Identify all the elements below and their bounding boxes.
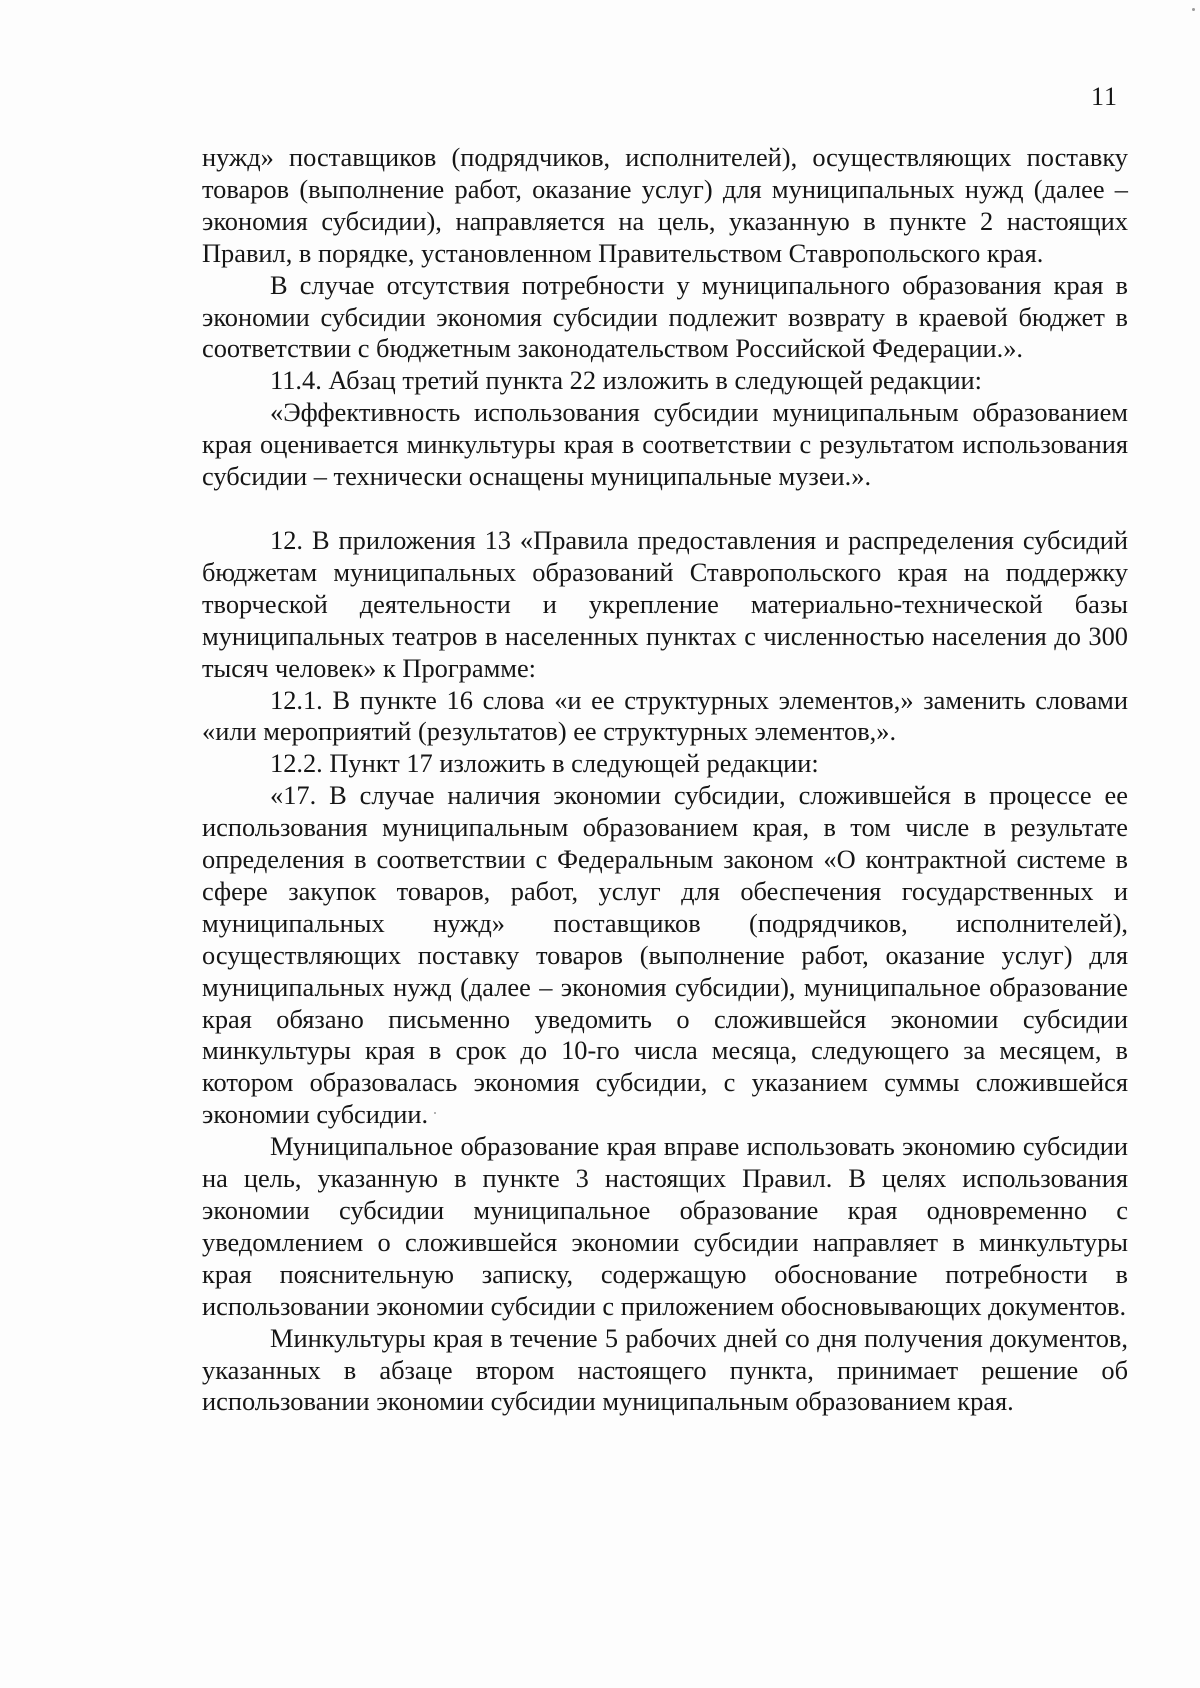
page-number: 11 [1090,82,1118,111]
scan-speck [1192,8,1195,11]
paragraph-item-11-4-quote: «Эффективность использования субсидии муниципальным образованием края оценивается минкультуры края в соответствии с результатом использования субсидии – технически оснащены муниципальные музеи.». [202,397,1128,492]
paragraph-decision: Минкультуры края в течение 5 рабочих дней со дня получения документов, указанных в абзаце втором настоящего пункта, принимает решение об использовании экономии субсидии муниципальным образованием края. [202,1322,1128,1417]
document-body [202,142,1128,1418]
paragraph-item-12-2-quote: «17. В случае наличия экономии субсидии, сложившейся в процессе ее использования муниципальным образованием края, в том числе в результате определения в соответствии с Федеральным законом «О контрактной системе в сфере закупок товаров, работ, услуг для обеспечения государственных и муниципальных нужд» поставщиков (подрядчиков, исполнителей), осуществляющих поставку товаров (выполнение работ, оказание услуг) для муниципальных нужд (далее – экономия субсидии), муниципальное образование края обязано письменно уведомить о сложившейся экономии субсидии минкультуры края в срок до 10-го числа месяца, следующего за месяцем, в котором образовалась экономия субсидии, с указанием суммы сложившейся экономии субсидии. [202,780,1128,1130]
paragraph-item-12: 12. В приложения 13 «Правила предоставления и распределения субсидий бюджетам муниципальных образований Ставропольского края на поддержку творческой деятельности и укрепление материально-технической базы муниципальных театров в населенных пунктах с численностью населения до 300 тысяч человек» к Программе: [202,524,1128,683]
paragraph-continuation: нужд» поставщиков (подрядчиков, исполнителей), осуществляющих поставку товаров (выполнение работ, оказание услуг) для муниципальных нужд (далее – экономия субсидии), направляется на цель, указанную в пункте 2 настоящих Правил, в порядке, установленном Правительством Ставропольского края. [202,142,1128,268]
paragraph-use-savings: Муниципальное образование края вправе использовать экономию субсидии на цель, указанную в пункте 3 настоящих Правил. В целях использования экономии субсидии муниципальное образование края одновременно с уведомлением о сложившейся экономии субсидии направляет в минкультуры края пояснительную записку, содержащую обоснование потребности в использовании экономии субсидии с приложением обосновывающих документов. [202,1131,1128,1321]
paragraph-item-12-1: 12.1. В пункте 16 слова «и ее структурных элементов,» заменить словами «или мероприятий (результатов) ее структурных элементов,». [202,684,1128,747]
paragraph-item-12-2: 12.2. Пункт 17 изложить в следующей редакции: [270,748,819,779]
scan-speck [434,1112,436,1114]
paragraph-item-11-4: 11.4. Абзац третий пункта 22 изложить в следующей редакции: [270,365,983,396]
paragraph-no-need-clause: В случае отсутствия потребности у муниципального образования края в экономии субсидии экономия субсидии подлежит возврату в краевой бюджет в соответствии с бюджетным законодательством Российской Федерации.». [202,269,1128,364]
